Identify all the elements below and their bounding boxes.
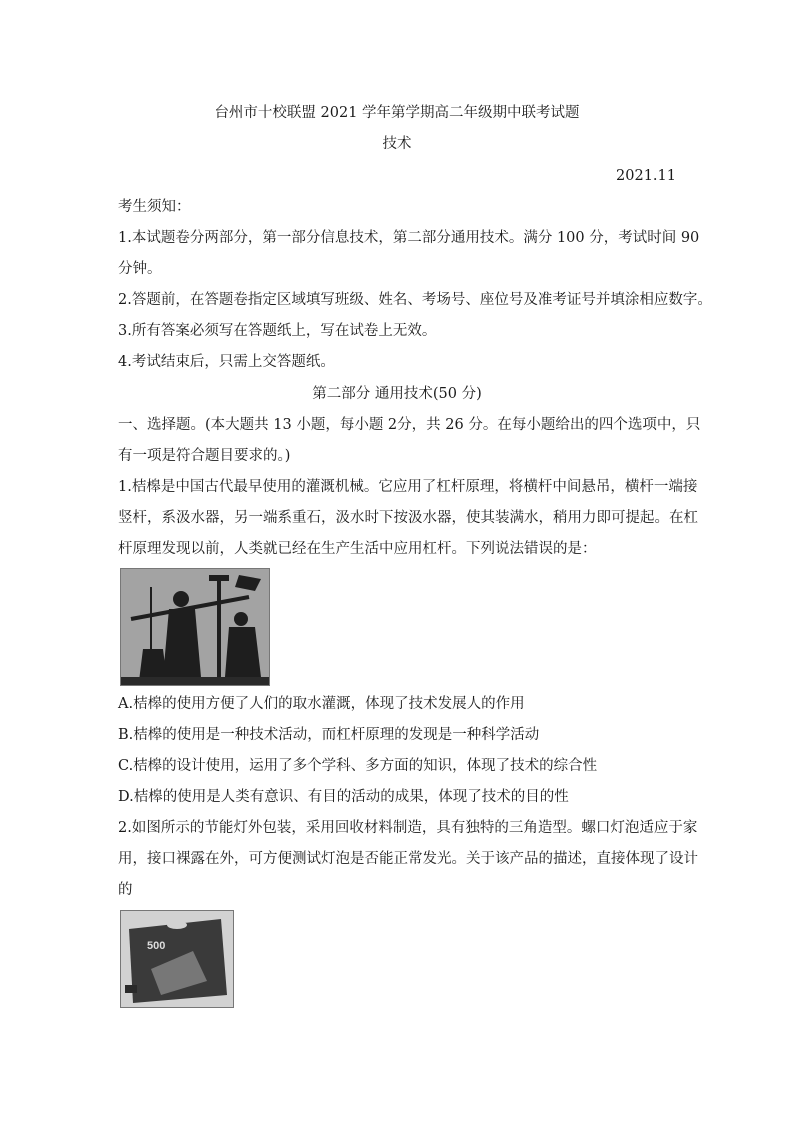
q1-option-c: C.桔槔的设计使用，运用了多个学科、多方面的知识，体现了技术的综合性 — [118, 758, 598, 774]
subject-label: 技术 — [382, 136, 412, 152]
q2-stem: 用，接口裸露在外，可方便测试灯泡是否能正常发光。关于该产品的描述，直接体现了设计 — [118, 851, 698, 867]
q2-stem: 2.如图所示的节能灯外包装，采用回收材料制造，具有独特的三角造型。螺口灯泡适应于家 — [118, 820, 698, 836]
notice-item: 2.答题前，在答题卷指定区域填写班级、姓名、考场号、座位号及准考证号并填涂相应数字。 — [118, 292, 712, 308]
notice-item: 4.考试结束后，只需上交答题纸。 — [118, 354, 335, 370]
section-instructions: 一、选择题。(本大题共 13 小题，每小题 2分，共 26 分。在每小题给出的四个选项中，只 — [118, 417, 701, 433]
q1-stem: 1.桔槔是中国古代最早使用的灌溉机械。它应用了杠杆原理，将横杆中间悬吊，横杆一端接 — [118, 479, 698, 495]
notice-heading: 考生须知： — [118, 199, 191, 215]
q2-stem: 的 — [118, 882, 133, 898]
q1-stem: 杆原理发现以前，人类就已经在生产生活中应用杠杆。下列说法错误的是： — [118, 541, 597, 557]
shadoof-illustration — [121, 569, 269, 685]
notice-item: 1.本试题卷分两部分，第一部分信息技术，第二部分通用技术。满分 100 分，考试时间 90 — [118, 230, 700, 246]
exam-date: 2021.11 — [616, 168, 676, 184]
lamp-package-illustration — [121, 911, 233, 1007]
q1-option-a: A.桔槔的使用方便了人们的取水灌溉，体现了技术发展人的作用 — [118, 696, 525, 712]
q1-stem: 竖杆，系汲水器，另一端系重石，汲水时下按汲水器，使其装满水，稍用力即可提起。在杠 — [118, 510, 698, 526]
exam-title: 台州市十校联盟 2021 学年第学期高二年级期中联考试题 — [214, 105, 580, 121]
notice-item: 3.所有答案必须写在答题纸上，写在试卷上无效。 — [118, 323, 437, 339]
part2-heading: 第二部分 通用技术(50 分) — [312, 386, 482, 402]
notice-item: 分钟。 — [118, 261, 162, 277]
q1-option-d: D.桔槔的使用是人类有意识、有目的活动的成果，体现了技术的目的性 — [118, 789, 569, 805]
section-instructions: 有一项是符合题目要求的。) — [118, 448, 291, 464]
q2-lamp-package-figure — [120, 910, 234, 1008]
q1-option-b: B.桔槔的使用是一种技术活动，而杠杆原理的发现是一种科学活动 — [118, 727, 540, 743]
q1-shadoof-figure — [120, 568, 270, 686]
package-label: 500 — [147, 940, 166, 952]
